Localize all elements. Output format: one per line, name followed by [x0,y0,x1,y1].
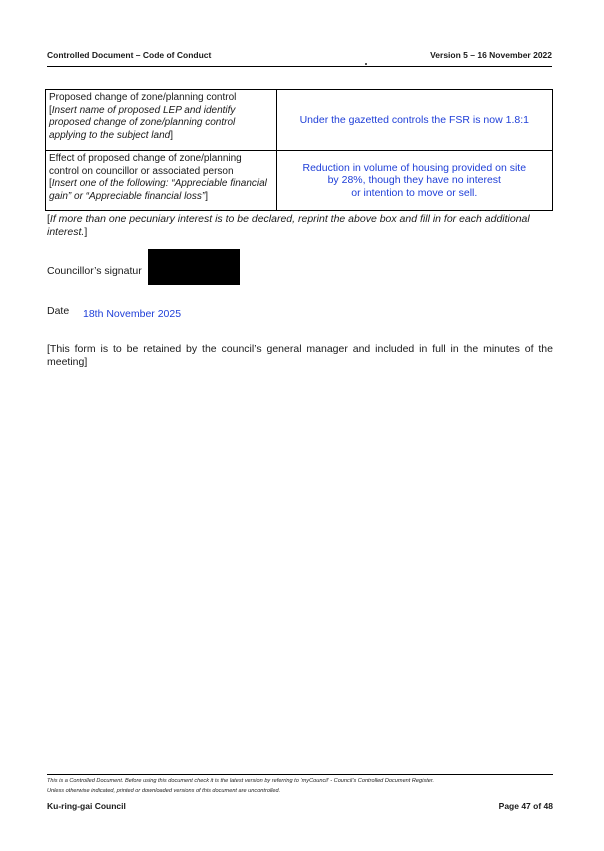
additional-interest-note [47,213,553,239]
footer-divider [47,774,553,775]
zone-change-instruction: Insert name of proposed LEP and identify proposed change of zone/planning control applying to the subject land [49,104,236,141]
note-bracket-close: ] [84,226,88,238]
bracket-close: ] [170,129,173,141]
table-row [46,151,553,211]
effect-question-cell [46,151,277,211]
note-bracket-open: [ [47,213,50,225]
effect-answer-cell [276,151,552,211]
header-document-title: Controlled Document – Code of Conduct [47,50,212,60]
header-divider [47,66,552,67]
header-mark [365,63,367,65]
effect-instruction: Insert one of the following: “Appreciable financial gain” or “Appreciable financial loss” [49,178,267,202]
effect-answer-line3: or intention to move or sell. [351,186,478,199]
zone-change-answer: Under the gazetted controls the FSR is now 1.8:1 [299,113,529,126]
date-label: Date [47,305,70,317]
table-row [46,90,553,151]
zone-change-question: Proposed change of zone/planning control [49,92,237,103]
footer-disclaimer [47,777,553,796]
page-number: Page 47 of 48 [498,801,553,811]
note-text: If more than one pecuniary interest is to be declared, reprint the above box and fill in for each additional interest. [47,213,530,238]
effect-answer-line2: by 28%, though they have no interest [327,174,501,187]
bracket-close: ] [205,190,208,202]
footer-organisation: Ku-ring-gai Council [47,801,126,811]
footer-disclaimer-line1: This is a Controlled Document. Before using this document check it is the latest version by referring to ‘myCouncil’ - Council’s Controlled Document Register. [47,778,435,784]
date-value: 18th November 2025 [83,308,182,320]
footer-disclaimer-line2: Unless otherwise indicated, printed or downloaded versions of this document are uncontrolled. [47,787,281,794]
bracket-open: [ [49,104,52,116]
page-header [47,50,552,66]
zone-change-question-cell [46,90,277,151]
signature-redaction [148,249,240,285]
retention-instruction: [This form is to be retained by the council’s general manager and included in full in the minutes of the meeting] [47,343,553,368]
pecuniary-interest-table [45,89,553,211]
effect-question: Effect of proposed change of zone/planning control on councillor or associated person [49,153,242,177]
zone-change-answer-cell [276,90,552,151]
effect-answer-line1: Reduction in volume of housing provided on site [302,161,527,174]
signature-label: Councillor’s signatur [47,265,142,277]
header-version: Version 5 – 16 November 2022 [430,50,552,60]
bracket-open: [ [49,178,52,190]
